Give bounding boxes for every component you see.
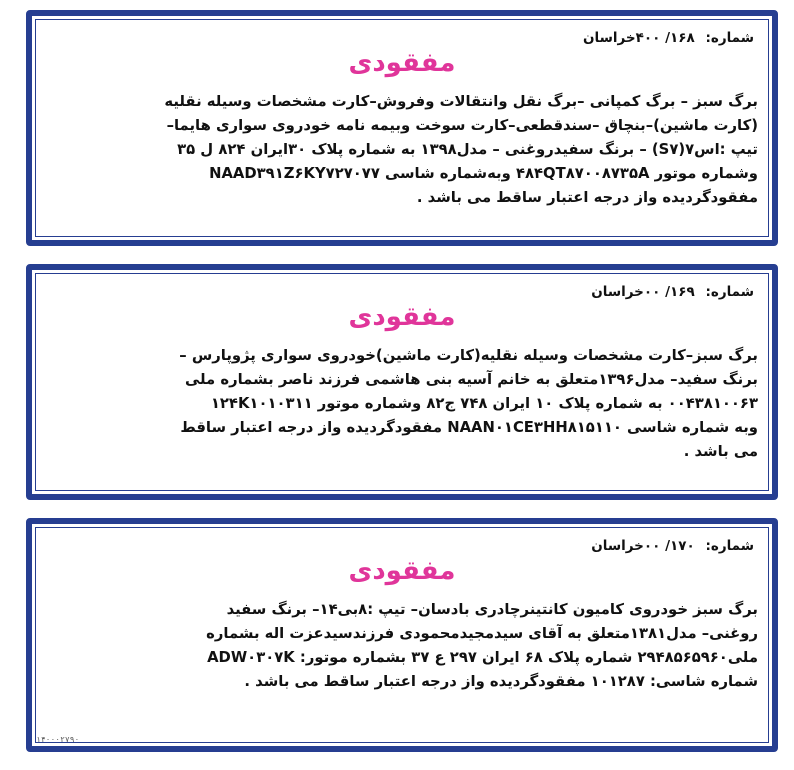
- notice-170: [26, 518, 778, 752]
- body-line: تیپ :اس۷(S۷) – برنگ سفیدروغنی – مدل۱۳۹۸ به شماره پلاک ۳۰ایران ۸۲۴ ل ۳۵: [177, 141, 758, 158]
- notice-header: [50, 538, 754, 558]
- notice-header: [50, 30, 754, 50]
- body-line: برگ سبز خودروی کامیون کانتینرچادری بادسان– تیپ :۸بی۱۴– برنگ سفید: [226, 601, 758, 618]
- body-line: وبه شماره شاسی NAAN۰۱CE۳HH۸۱۵۱۱۰ مفقودگردیده واز درجه اعتبار ساقط: [180, 419, 758, 436]
- body-line: (کارت ماشین)–بنچاق –سندقطعی–کارت سوخت وبیمه نامه خودروی سواری هایما–: [166, 117, 758, 134]
- body-line: می باشد .: [683, 443, 758, 460]
- number-label: شماره:: [705, 538, 754, 554]
- notice-number: ۱۶۸/ ۴۰۰خراسان: [583, 30, 695, 46]
- notice-title: مفقودی: [348, 48, 456, 78]
- notice-title: مفقودی: [348, 302, 456, 332]
- body-line: ملی۲۹۴۸۵۶۵۹۶۰ شماره پلاک ۶۸ ایران ۲۹۷ ع ۳۷ بشماره موتور: ADW۰۳۰۷K: [207, 649, 758, 666]
- notice-title: مفقودی: [348, 556, 456, 586]
- body-line: شماره شاسی: ۱۰۱۲۸۷ مفقودگردیده واز درجه اعتبار ساقط می باشد .: [244, 673, 758, 690]
- notice-body: [46, 598, 758, 694]
- body-line: مفقودگردیده واز درجه اعتبار ساقط می باشد .: [416, 189, 758, 206]
- number-label: شماره:: [705, 30, 754, 46]
- notice-169: [26, 264, 778, 500]
- notice-number: ۱۷۰/ ۰۰خراسان: [591, 538, 695, 554]
- body-line: برگ سبز–کارت مشخصات وسیله نقلیه(کارت ماشین)خودروی سواری پژوپارس –: [179, 347, 758, 364]
- notice-number: ۱۶۹/ ۰۰خراسان: [591, 284, 695, 300]
- notice-168: [26, 10, 778, 246]
- notice-header: [50, 284, 754, 304]
- notice-body: [46, 90, 758, 210]
- body-line: ۰۰۴۳۸۱۰۰۶۳ به شماره پلاک ۱۰ ایران ۷۴۸ ج۸۲ وشماره موتور ۱۲۴K۱۰۱۰۳۱۱: [210, 395, 758, 412]
- notice-body: [46, 344, 758, 464]
- body-line: برگ سبز – برگ کمپانی –برگ نقل وانتقالات وفروش–کارت مشخصات وسیله نقلیه: [164, 93, 758, 110]
- number-label: شماره:: [705, 284, 754, 300]
- body-line: روغنی– مدل۱۳۸۱متعلق به آقای سیدمجیدمحمودی فرزندسیدعزت اله بشماره: [206, 625, 758, 642]
- body-line: برنگ سفید– مدل۱۳۹۶متعلق به خانم آسیه بنی هاشمی فرزند ناصر بشماره ملی: [185, 371, 758, 388]
- footer-code: ۱۴۰۰۰۲۷۹۰: [36, 735, 80, 744]
- body-line: وشماره موتور ۴۸۴QT۸۷۰۰۸۷۳۵A وبه‌شماره شاسی NAAD۳۹۱Z۶KY۷۲۷۰۷۷: [209, 165, 758, 182]
